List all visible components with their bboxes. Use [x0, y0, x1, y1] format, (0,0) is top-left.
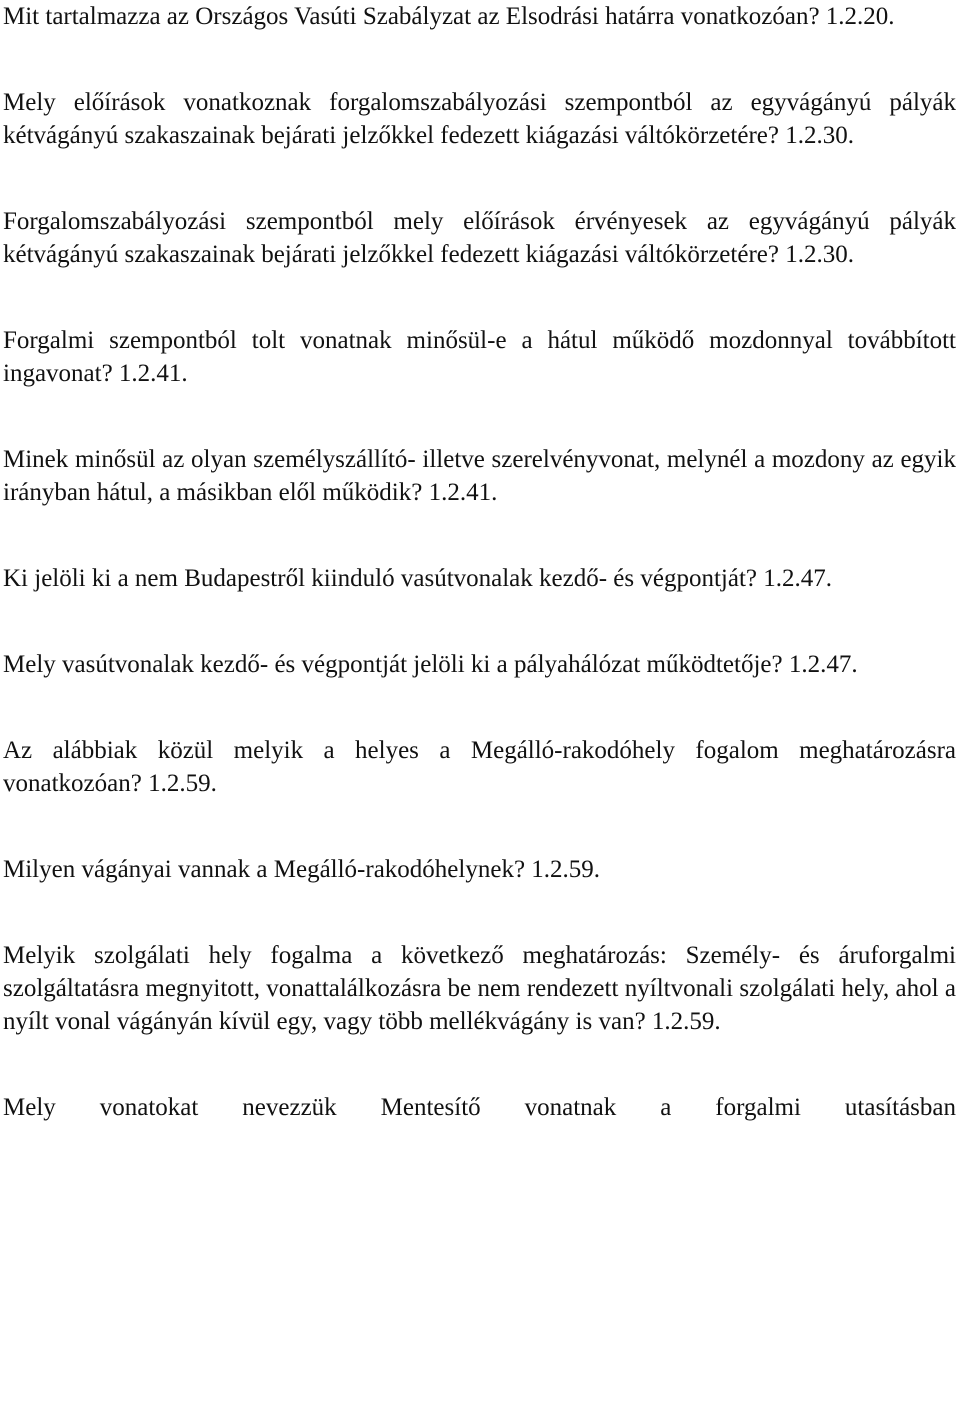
paragraph-gap: [3, 886, 956, 939]
paragraph-gap: [3, 152, 956, 205]
paragraph-gap: [3, 271, 956, 324]
paragraph-gap: [3, 1038, 956, 1091]
paragraph-gap: [3, 509, 956, 562]
question-paragraph: Milyen vágányai vannak a Megálló-rakodóhelynek? 1.2.59.: [3, 856, 601, 883]
question-paragraph: Mely előírások vonatkoznak forgalomszabályozási szempontból az egyvágányú pályák kétvágányú szakaszainak bejárati jelzőkkel fedezett kiágazási váltókörzetére? 1.2.30.: [3, 89, 956, 149]
question-paragraph: Melyik szolgálati hely fogalma a következő meghatározás: Személy- és áruforgalmi szolgáltatásra megnyitott, vonattalálkozásra be nem rendezett nyíltvonali szolgálati hely, ahol a nyílt vonal vágányán kívül egy, vagy több mellékvágány is van? 1.2.59.: [3, 942, 956, 1035]
paragraph-gap: [3, 595, 956, 648]
question-paragraph: Ki jelöli ki a nem Budapestről kiinduló vasútvonalak kezdő- és végpontját? 1.2.47.: [3, 565, 832, 592]
question-paragraph: Mely vasútvonalak kezdő- és végpontját jelöli ki a pályahálózat működtetője? 1.2.47.: [3, 651, 858, 678]
paragraph-gap: [3, 800, 956, 853]
paragraph-gap: [3, 390, 956, 443]
paragraph-gap: [3, 681, 956, 734]
question-paragraph: Forgalomszabályozási szempontból mely előírások érvényesek az egyvágányú pályák kétvágányú szakaszainak bejárati jelzőkkel fedezett kiágazási váltókörzetére? 1.2.30.: [3, 208, 956, 268]
document-page: [3, 0, 956, 1406]
question-paragraph: Mely vonatokat nevezzük Mentesítő vonatnak a forgalmi utasításban: [3, 1094, 956, 1121]
question-paragraph: Forgalmi szempontból tolt vonatnak minősül-e a hátul működő mozdonnyal továbbított ingavonat? 1.2.41.: [3, 327, 956, 387]
question-paragraph: Mit tartalmazza az Országos Vasúti Szabályzat az Elsodrási határra vonatkozóan? 1.2.20.: [3, 3, 895, 30]
question-paragraph: Minek minősül az olyan személyszállító- illetve szerelvényvonat, melynél a mozdony az egyik irányban hátul, a másikban elől működik? 1.2.41.: [3, 446, 956, 506]
paragraph-gap: [3, 33, 956, 86]
question-paragraph: Az alábbiak közül melyik a helyes a Megálló-rakodóhely fogalom meghatározásra vonatkozóan? 1.2.59.: [3, 737, 956, 797]
